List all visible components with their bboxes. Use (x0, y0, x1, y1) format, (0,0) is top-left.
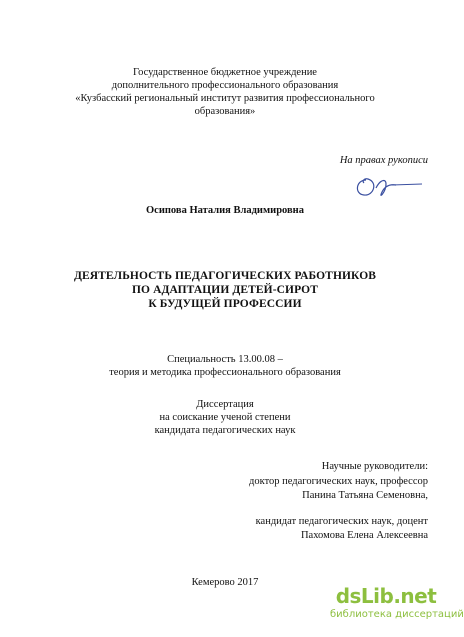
advisor-1-name: Панина Татьяна Семеновна, (302, 490, 428, 501)
specialty-line-1: Специальность 13.00.08 – (167, 354, 283, 365)
title-line-3: К БУДУЩЕЙ ПРОФЕССИИ (148, 298, 302, 310)
title-line-1: ДЕЯТЕЛЬНОСТЬ ПЕДАГОГИЧЕСКИХ РАБОТНИКОВ (73, 270, 377, 282)
advisor-2-degree: кандидат педагогических наук, доцент (255, 515, 428, 527)
title-line-2: ПО АДАПТАЦИИ ДЕТЕЙ-СИРОТ (132, 284, 318, 296)
degree-block (0, 398, 450, 437)
specialty-line-2: теория и методика профессионального образования (109, 367, 341, 378)
specialty-block (0, 353, 450, 379)
advisor-1-degree: доктор педагогических наук, профессор (249, 475, 428, 487)
advisor-2-name: Пахомова Елена Алексеевна (300, 530, 428, 541)
dissertation-title (0, 269, 450, 311)
advisors-heading: Научные руководители: (321, 461, 428, 472)
advisor-spacer (249, 504, 428, 515)
handwritten-signature (352, 170, 432, 204)
degree-line-1: Диссертация (196, 399, 254, 410)
institution-line-2: дополнительного профессионального образования (111, 80, 339, 91)
rights-note: На правах рукописи (339, 155, 428, 166)
institution-header (0, 66, 450, 118)
watermark-subtitle: библиотека диссертаций (330, 609, 464, 620)
institution-line-3: «Кузбасский региональный институт развития профессионального (75, 93, 375, 104)
site-watermark (330, 583, 464, 629)
institution-line-4: образования» (194, 106, 256, 117)
city-year: Кемерово 2017 (191, 577, 259, 588)
degree-line-2: на соискание ученой степени (159, 412, 291, 423)
author-name: Осипова Наталия Владимировна (146, 205, 304, 216)
watermark-logo: dsLib.net (335, 584, 437, 608)
institution-line-1: Государственное бюджетное учреждение (133, 67, 317, 78)
degree-line-3: кандидата педагогических наук (154, 425, 296, 436)
advisors-block (249, 460, 428, 544)
